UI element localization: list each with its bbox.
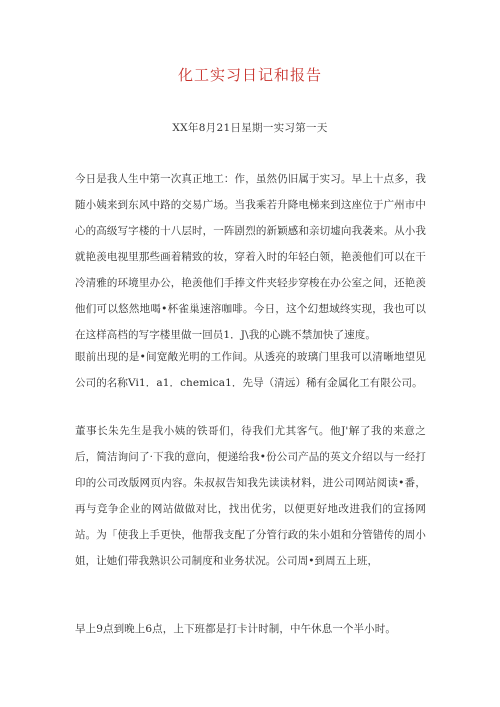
paragraph-chairman: 董事长朱先生是我小姨的铁哥们，待我们尤其客气。他J'解了我的来意之后，简洁询问了·下我的意向，便递给我•份公司产品的英文介绍以与一经打印的公司改版网页内容。朱叔叔告知我先读读材料，进公司网站阅读•番，再与竞争企业的网站做做对比，找出优劣，以便更好地改进我们的宣扬网站。为「使我上手更快，他帮我支配了分管行政的朱小姐和分管错传的周小姐，让她们带我熟识公司制度和业务状况。公司周•到周五上班，: [75, 425, 426, 567]
paragraph-working-hours: 早上9点到晚上6点，上下班都是打卡计时制，中午休息一个半小时。: [75, 623, 396, 635]
paragraph-first-day: 今日是我人生中第一次真正地工：作，虽然仍旧属于实习。早上十点多，我随小姨来到东风中路的交易广场。当我乘若升降电梯来到这座位于广州市中心的高级写字楼的十八层时，一阵剧烈的新颖感和亲切墟向我袭来。从小我就艳羡电视里那些画着精致的妆，穿着入时的年轻白领，艳羡他们可以在干冷清雅的环境里办公，艳羡他们手捧文件夹轻步穿梭在办公室之间，还艳羡他们可以悠然地喝•杯雀巢速溶咖啡。今日，这个幻想域终实现，我也可以在这样高档的写字楼里做一回员1．J\我的心跳不禁加快了速度。: [75, 173, 426, 341]
paragraph-workplace: 眼前出现的是•间宽敞光明的工作间。从透亮的玻璃门里我可以清晰地望见公司的名称Vi1．a1．chemica1．先导（清远）稀有金属化工有限公司。: [75, 351, 426, 389]
document-subtitle: XX年8月21日星期一实习第一天: [172, 122, 328, 134]
document-title: 化工实习日记和报告: [177, 66, 322, 84]
